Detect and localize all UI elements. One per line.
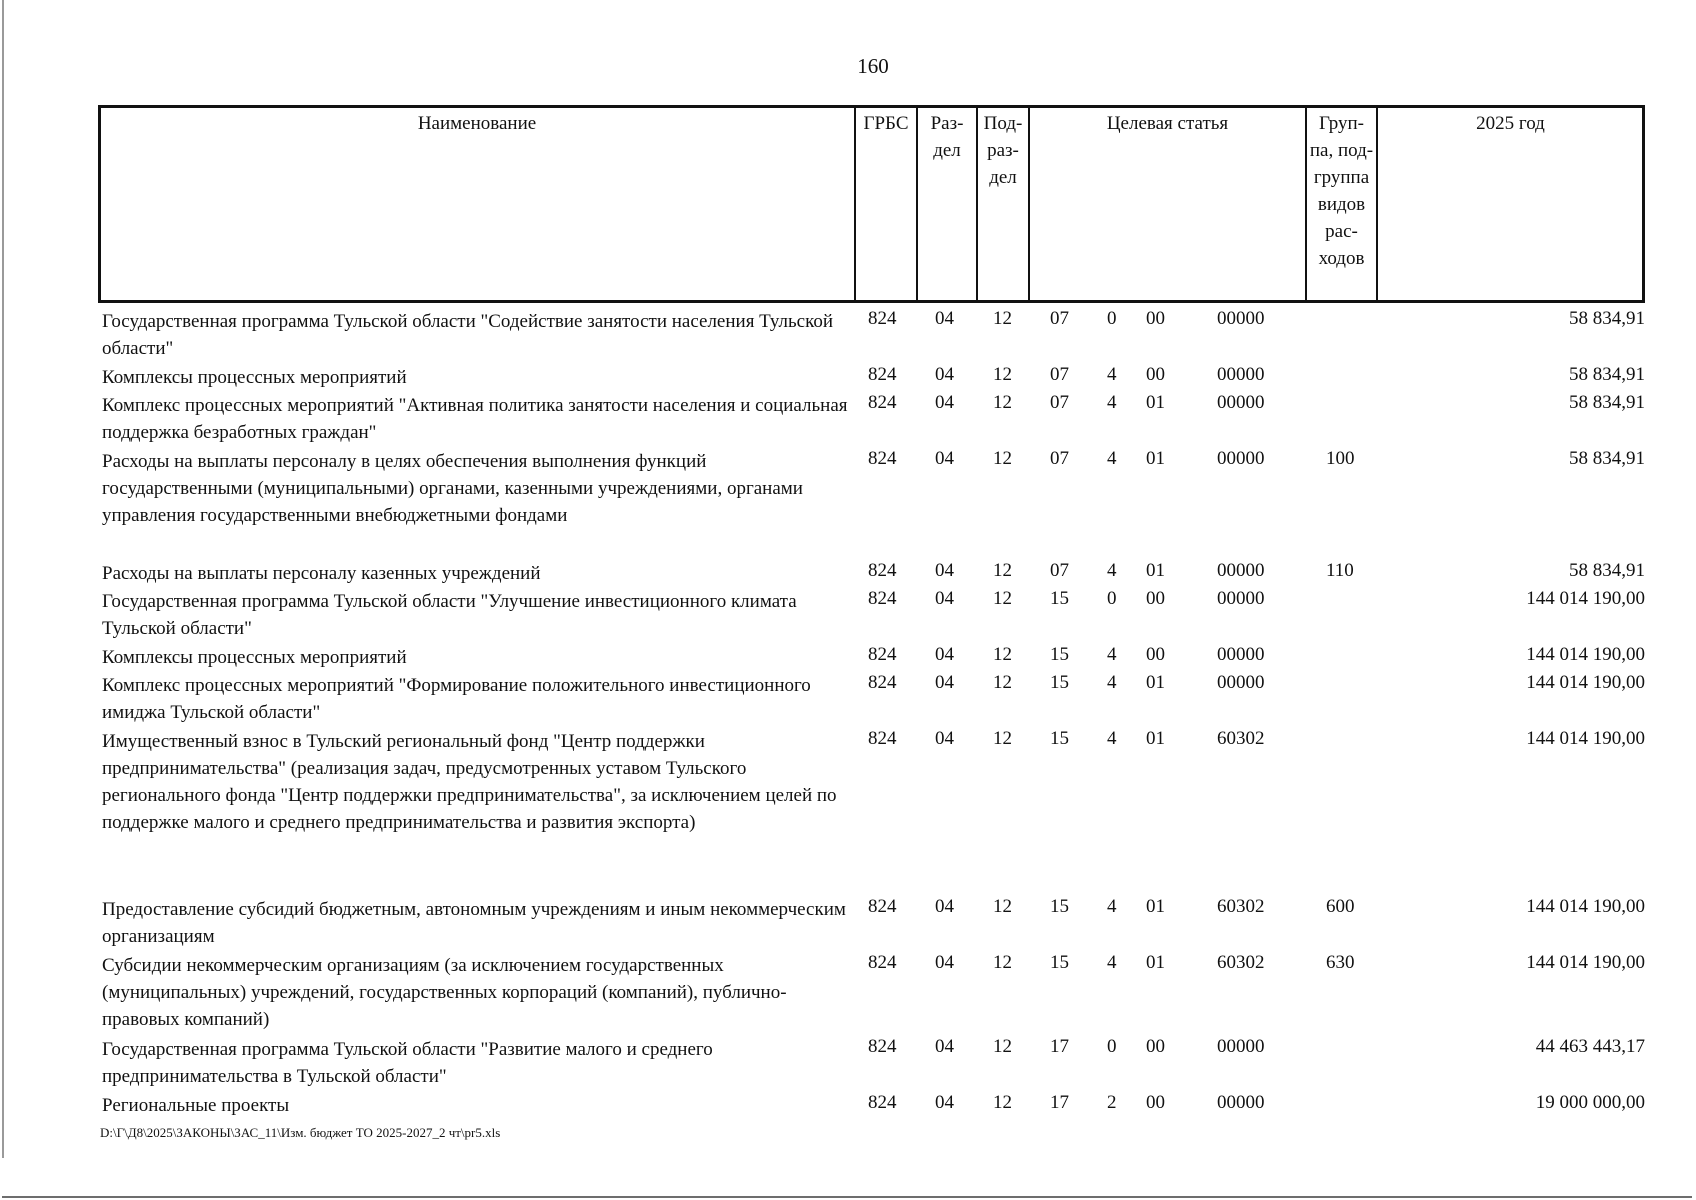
row-name: Имущественный взнос в Тульский региональный фонд "Центр поддержки предпринимательства" (реализация задач, предусмотренных уставом Тульского регионального фонда "Центр поддержки предпринимательства", за исключением целей по поддержке малого и среднего предпринимательства и развития экспорта) <box>102 731 837 833</box>
row-amount: 44 463 443,17 <box>1535 1036 1645 1057</box>
row-target-direction: 00000 <box>1217 588 1265 609</box>
row-razdel: 04 <box>935 448 954 469</box>
row-target-direction: 60302 <box>1217 728 1265 749</box>
row-razdel: 04 <box>935 308 954 329</box>
row-razdel: 04 <box>935 588 954 609</box>
row-razdel: 04 <box>935 952 954 973</box>
row-name: Комплексы процессных мероприятий <box>102 367 407 388</box>
row-name: Региональные проекты <box>102 1095 290 1116</box>
row-podrazdel: 12 <box>993 1036 1012 1057</box>
row-target-program: 15 <box>1050 728 1069 749</box>
row-target-direction: 00000 <box>1217 1092 1265 1113</box>
row-grbs: 824 <box>868 728 897 749</box>
row-target-type: 0 <box>1107 588 1117 609</box>
row-razdel: 04 <box>935 644 954 665</box>
header-name: Наименование <box>417 113 537 134</box>
row-target-event: 00 <box>1146 588 1165 609</box>
row-target-type: 4 <box>1107 560 1117 581</box>
row-grbs: 824 <box>868 644 897 665</box>
row-razdel: 04 <box>935 1092 954 1113</box>
row-amount: 144 014 190,00 <box>1526 728 1645 749</box>
row-target-event: 01 <box>1146 392 1165 413</box>
row-razdel: 04 <box>935 392 954 413</box>
row-name: Комплексы процессных мероприятий <box>102 647 407 668</box>
row-target-event: 00 <box>1146 644 1165 665</box>
page-number: 160 <box>857 54 889 78</box>
row-grbs: 824 <box>868 952 897 973</box>
row-target-event: 00 <box>1146 1092 1165 1113</box>
row-group: 600 <box>1326 896 1355 917</box>
row-razdel: 04 <box>935 1036 954 1057</box>
row-grbs: 824 <box>868 672 897 693</box>
row-amount: 19 000 000,00 <box>1535 1092 1645 1113</box>
row-target-program: 15 <box>1050 952 1069 973</box>
row-amount: 58 834,91 <box>1569 364 1645 385</box>
row-grbs: 824 <box>868 392 897 413</box>
row-target-event: 00 <box>1146 308 1165 329</box>
row-amount: 144 014 190,00 <box>1526 896 1645 917</box>
row-podrazdel: 12 <box>993 560 1012 581</box>
row-razdel: 04 <box>935 728 954 749</box>
row-target-program: 07 <box>1050 308 1069 329</box>
row-target-direction: 00000 <box>1217 308 1265 329</box>
row-name: Предоставление субсидий бюджетным, автономным учреждениям и иным некоммерческим организациям <box>102 899 846 947</box>
row-group: 630 <box>1326 952 1355 973</box>
row-name: Субсидии некоммерческим организациям (за исключением государственных (муниципальных) учреждений, государственных корпораций (компаний), публично-правовых компаний) <box>102 955 787 1030</box>
row-grbs: 824 <box>868 1036 897 1057</box>
row-target-direction: 00000 <box>1217 672 1265 693</box>
row-target-program: 17 <box>1050 1036 1069 1057</box>
header-target: Целевая статья <box>1106 113 1229 134</box>
row-target-direction: 00000 <box>1217 560 1265 581</box>
row-name: Расходы на выплаты персоналу казенных учреждений <box>102 563 541 584</box>
row-name: Комплекс процессных мероприятий "Активная политика занятости населения и социальная поддержка безработных граждан" <box>102 395 848 443</box>
row-podrazdel: 12 <box>993 308 1012 329</box>
row-podrazdel: 12 <box>993 448 1012 469</box>
header-year: 2025 год <box>1476 113 1545 134</box>
row-grbs: 824 <box>868 1092 897 1113</box>
row-grbs: 824 <box>868 588 897 609</box>
row-podrazdel: 12 <box>993 952 1012 973</box>
row-target-event: 01 <box>1146 448 1165 469</box>
footer-file-path: D:\Г\Д8\2025\ЗАКОНЫ\ЗАС_11\Изм. бюджет ТО 2025-2027_2 чт\pr5.xls <box>100 1125 501 1140</box>
row-amount: 58 834,91 <box>1569 560 1645 581</box>
row-target-type: 4 <box>1107 896 1117 917</box>
row-amount: 144 014 190,00 <box>1526 588 1645 609</box>
row-target-program: 07 <box>1050 448 1069 469</box>
row-name: Государственная программа Тульской области "Содействие занятости населения Тульской области" <box>102 311 834 359</box>
row-target-event: 01 <box>1146 896 1165 917</box>
row-podrazdel: 12 <box>993 364 1012 385</box>
row-target-direction: 00000 <box>1217 364 1265 385</box>
row-podrazdel: 12 <box>993 1092 1012 1113</box>
row-name: Комплекс процессных мероприятий "Формирование положительного инвестиционного имиджа Тульской области" <box>102 675 811 723</box>
row-target-program: 17 <box>1050 1092 1069 1113</box>
row-razdel: 04 <box>935 560 954 581</box>
row-target-program: 15 <box>1050 672 1069 693</box>
row-target-type: 4 <box>1107 952 1117 973</box>
row-target-type: 0 <box>1107 308 1117 329</box>
row-target-program: 07 <box>1050 364 1069 385</box>
row-grbs: 824 <box>868 448 897 469</box>
row-target-event: 01 <box>1146 952 1165 973</box>
row-amount: 58 834,91 <box>1569 448 1645 469</box>
row-target-direction: 00000 <box>1217 448 1265 469</box>
row-target-program: 15 <box>1050 588 1069 609</box>
row-amount: 144 014 190,00 <box>1526 952 1645 973</box>
row-grbs: 824 <box>868 364 897 385</box>
header-grbs: ГРБС <box>863 113 909 134</box>
row-amount: 58 834,91 <box>1569 308 1645 329</box>
row-amount: 144 014 190,00 <box>1526 644 1645 665</box>
row-podrazdel: 12 <box>993 728 1012 749</box>
row-target-type: 4 <box>1107 364 1117 385</box>
row-grbs: 824 <box>868 896 897 917</box>
row-podrazdel: 12 <box>993 588 1012 609</box>
row-podrazdel: 12 <box>993 672 1012 693</box>
row-target-type: 4 <box>1107 644 1117 665</box>
row-target-program: 15 <box>1050 644 1069 665</box>
row-target-type: 2 <box>1107 1092 1117 1113</box>
row-target-direction: 00000 <box>1217 1036 1265 1057</box>
row-target-direction: 60302 <box>1217 896 1265 917</box>
row-target-event: 00 <box>1146 1036 1165 1057</box>
row-grbs: 824 <box>868 308 897 329</box>
row-razdel: 04 <box>935 896 954 917</box>
row-podrazdel: 12 <box>993 644 1012 665</box>
row-group: 110 <box>1326 560 1354 581</box>
row-podrazdel: 12 <box>993 896 1012 917</box>
header-podrazdel: Под- раз- дел <box>983 113 1023 188</box>
row-target-event: 01 <box>1146 728 1165 749</box>
row-razdel: 04 <box>935 364 954 385</box>
row-group: 100 <box>1326 448 1355 469</box>
row-target-type: 4 <box>1107 728 1117 749</box>
scan-edge-bottom <box>2 1196 1692 1198</box>
row-target-event: 00 <box>1146 364 1165 385</box>
row-target-program: 07 <box>1050 392 1069 413</box>
row-target-event: 01 <box>1146 672 1165 693</box>
row-name: Государственная программа Тульской области "Развитие малого и среднего предпринимательства в Тульской области" <box>102 1039 713 1087</box>
row-target-type: 4 <box>1107 392 1117 413</box>
row-razdel: 04 <box>935 672 954 693</box>
row-target-event: 01 <box>1146 560 1165 581</box>
row-target-program: 15 <box>1050 896 1069 917</box>
row-name: Государственная программа Тульской области "Улучшение инвестиционного климата Тульской области" <box>102 591 797 639</box>
row-target-direction: 00000 <box>1217 644 1265 665</box>
row-target-direction: 60302 <box>1217 952 1265 973</box>
row-amount: 144 014 190,00 <box>1526 672 1645 693</box>
scan-edge-left <box>2 0 4 1158</box>
row-target-direction: 00000 <box>1217 392 1265 413</box>
row-amount: 58 834,91 <box>1569 392 1645 413</box>
row-name: Расходы на выплаты персоналу в целях обеспечения выполнения функций государственными (муниципальными) органами, казенными учреждениями, органами управления государственными внебюджетными фондами <box>102 451 803 526</box>
row-target-type: 4 <box>1107 672 1117 693</box>
row-target-type: 4 <box>1107 448 1117 469</box>
row-target-program: 07 <box>1050 560 1069 581</box>
row-grbs: 824 <box>868 560 897 581</box>
row-target-type: 0 <box>1107 1036 1117 1057</box>
header-razdel: Раз- дел <box>930 113 964 161</box>
row-podrazdel: 12 <box>993 392 1012 413</box>
header-group: Груп- па, под- группа видов рас- ходов <box>1309 113 1374 269</box>
